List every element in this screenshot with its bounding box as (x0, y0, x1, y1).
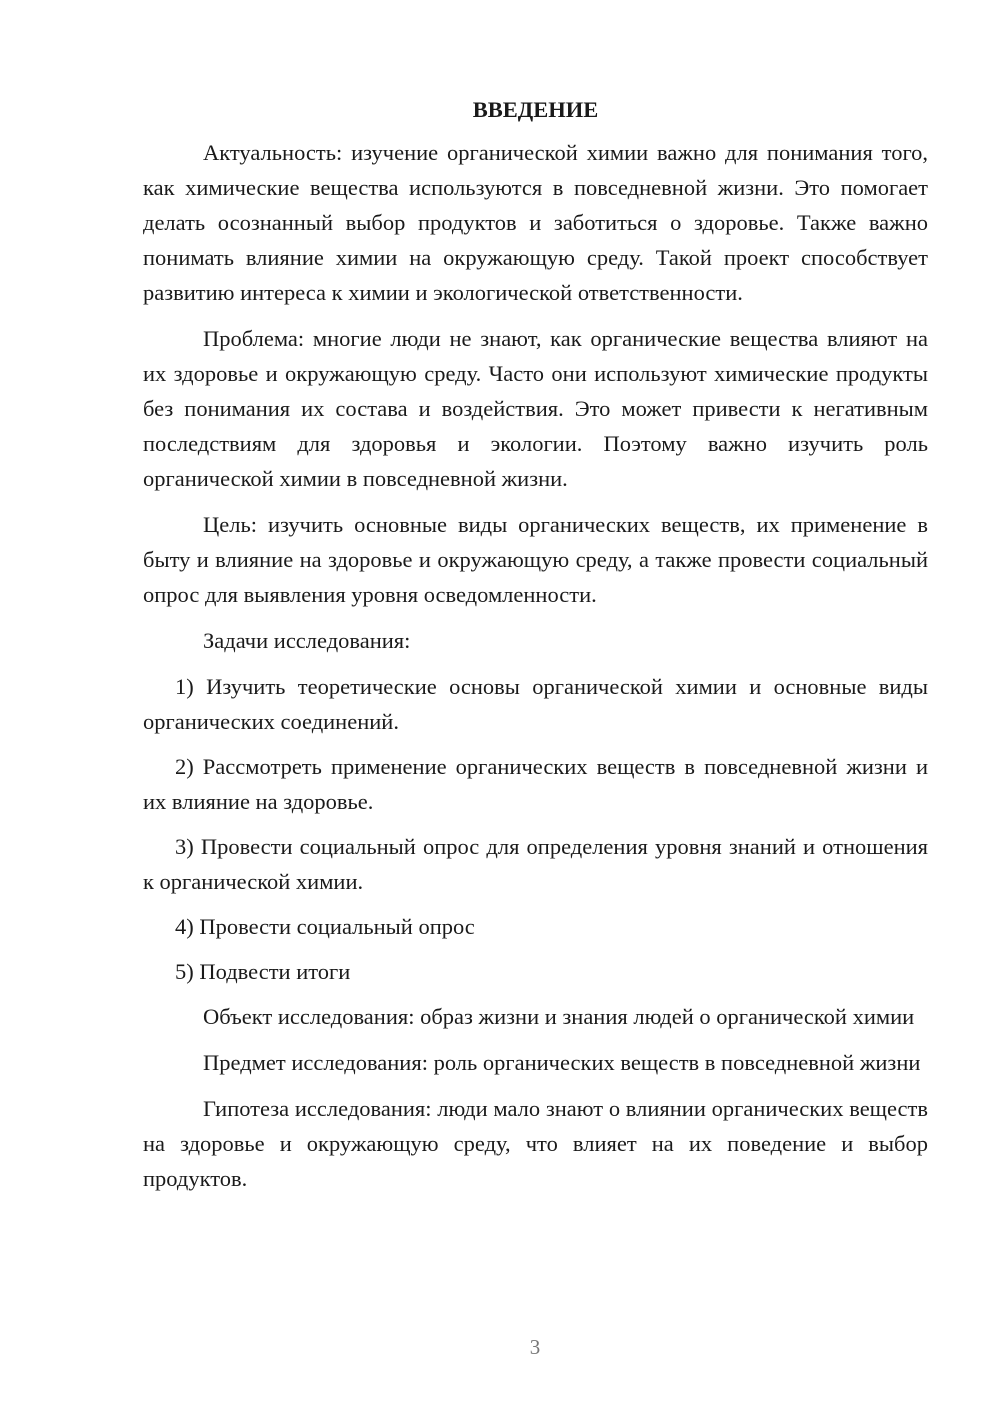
hypothesis-paragraph: Гипотеза исследования: люди мало знают о влиянии органических веществ на здоровье и окружающую среду, что влияет на их поведение и выбор продуктов. (143, 1096, 928, 1191)
object-paragraph: Объект исследования: образ жизни и знания людей о органической химии (203, 1004, 915, 1029)
section-heading: ВВЕДЕНИЕ (472, 97, 599, 122)
task-item-4: 4) Провести социальный опрос (175, 914, 475, 939)
subject-paragraph: Предмет исследования: роль органических веществ в повседневной жизни (203, 1050, 921, 1075)
problem-paragraph: Проблема: многие люди не знают, как органические вещества влияют на их здоровье и окружающую среду. Часто они используют химические продукты без понимания их состава и воздействия. Это может привести к негативным последствиям для здоровья и экологии. Поэтому важно изучить роль органической химии в повседневной жизни. (143, 326, 928, 491)
task-item-3: 3) Провести социальный опрос для определения уровня знаний и отношения к органической химии. (143, 834, 928, 894)
task-item-1: 1) Изучить теоретические основы органической химии и основные виды органических соединений. (143, 674, 928, 734)
relevance-paragraph: Актуальность: изучение органической химии важно для понимания того, как химические вещества используются в повседневной жизни. Это помогает делать осознанный выбор продуктов и заботиться о здоровье. Также важно понимать влияние химии на окружающую среду. Такой проект способствует развитию интереса к химии и экологической ответственности. (143, 140, 928, 305)
task-item-5: 5) Подвести итоги (175, 959, 351, 984)
document-page (143, 92, 928, 1207)
goal-paragraph: Цель: изучить основные виды органических веществ, их применение в быту и влияние на здоровье и окружающую среду, а также провести социальный опрос для выявления уровня осведомленности. (143, 512, 928, 607)
tasks-intro: Задачи исследования: (203, 628, 411, 653)
page-number: 3 (529, 1335, 541, 1359)
task-item-2: 2) Рассмотреть применение органических веществ в повседневной жизни и их влияние на здоровье. (143, 754, 928, 814)
